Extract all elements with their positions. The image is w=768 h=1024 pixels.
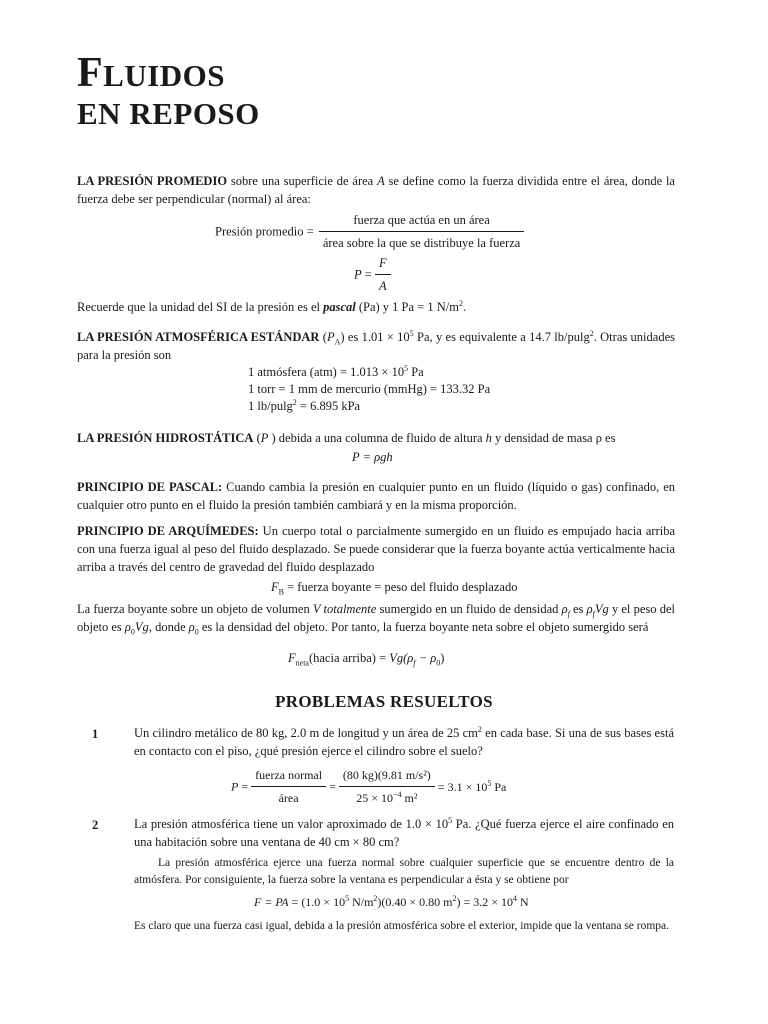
equation-hidrostatica: P = ρgh [352, 450, 393, 464]
problem-2-statement: La presión atmosférica tiene un valor aproximado de $1.0 \times 10^5$ Pa. ¿Qué fuerza ejerce el aire confinado en una habitación sobre una ventana de 40 cm × 80 cm? [134, 815, 674, 849]
equation-problem-2: F = PA = ($1.0 \times 10^5$ $N/m^2)(0.40 \times 0.80$ $m^2) = 3.2 \times 10^4$ N [254, 894, 529, 909]
section-heading-problemas: PROBLEMAS RESUELTOS [275, 692, 493, 711]
problem-number-1: 1 [92, 727, 99, 741]
problem-2-solution-conclusion: Es claro que una fuerza casi igual, debida a la presión atmosférica sobre el exterior, impide que la ventana se rompa. [134, 920, 670, 932]
chapter-title-line2: EN REPOSO [77, 96, 260, 131]
equation-presion-promedio: Presión promedio = $\frac{\text{fuerza que actúa en un área}}{\text{área sobre la que se distribuye la fuerza}}$ [215, 211, 524, 252]
problem-1-statement: Un cilindro metálico de 80 kg, 2.0 m de longitud y un área de 25 $cm^2$ en cada base. Si una de sus bases está en contacto con el piso, ¿qué presión ejerce el cilindro sobre el suelo? [134, 724, 674, 758]
equation-fuerza-boyante: $F_B$ = fuerza boyante = peso del fluido desplazado [271, 580, 518, 597]
paragraph-presion-promedio: LA PRESIÓN PROMEDIO sobre una superficie de área A se define como la fuerza dividida entre el área, donde la fuerza debe ser perpendicular (normal) al área: [77, 174, 675, 206]
problem-2-solution-intro: La presión atmosférica ejerce una fuerza normal sobre cualquier superficie que se encuentre dentro de la atmósfera. Por consiguiente, la fuerza sobre la ventana es perpendicular a ésta y se obtiene por [134, 857, 674, 886]
list-item: 1 torr = 1 mm de mercurio (mmHg) = 133.32 Pa [248, 382, 491, 396]
paragraph-principio-pascal: PRINCIPIO DE PASCAL: Cuando cambia la presión en cualquier punto en un fluido (líquido o gas) confinado, en cualquier otro punto en el fluido la presión también cambiará y en la misma proporción. [77, 480, 675, 512]
equation-problem-1: P = $\frac{\text{fuerza normal}}{\text{área}}$ = $\frac{\text{(80 kg)(9.81 m/s²)}}{25 \times 10^{-4} m^2}$ = $3.1 \times 10^5$ Pa [231, 768, 507, 805]
paragraph-fuerza-boyante-neta: La fuerza boyante sobre un objeto de volumen V totalmente sumergido en un fluido de densidad $\rho_f$ es $\rho_fVg$ y el peso del objeto es $\rho_0Vg$, donde $\rho_0$ es la densidad del objeto. Por tanto, la fuerza boyante neta sobre el objeto sumergido será [77, 602, 675, 637]
chapter-title-line1: FLUIDOS [77, 50, 226, 96]
equation-fuerza-neta: $F_{neta}(hacia$ arriba) = $Vg(\rho_f - \rho_0)$ [288, 651, 445, 668]
equation-p-f-a: P = $\frac{F}{A}$ [354, 254, 391, 295]
problem-number-2: 2 [92, 818, 99, 832]
paragraph-unidad-pascal: Recuerde que la unidad del SI de la presión es el pascal (Pa) y 1 Pa = 1 $N/m^2$. [77, 298, 467, 314]
list-item: 1 atmósfera $(atm) = 1.013 \times 10^5$ Pa [248, 363, 424, 379]
paragraph-principio-arquimedes: PRINCIPIO DE ARQUÍMEDES: Un cuerpo total o parcialmente sumergido en un fluido es empujado hacia arriba con una fuerza igual al peso del fluido desplazado. Se puede considerar que la fuerza boyante actúa verticalmente hacia arriba a través del centro de gravedad del fluido desplazado [77, 524, 675, 574]
pressure-units-list [248, 364, 490, 415]
list-item: 1 lb/pulg$^2$ = 6.895 kPa [248, 397, 361, 413]
paragraph-presion-hidrostatica: LA PRESIÓN HIDROSTÁTICA (P ) debida a una columna de fluido de altura h y densidad de masa ρ es [77, 431, 616, 445]
paragraph-presion-atmosferica: LA PRESIÓN ATMOSFÉRICA ESTÁNDAR $(P_A)$ es $1.01 \times 10^5$ Pa, y es equivalente a 14.7 lb/pulg$^2$. Otras unidades para la presión son [77, 328, 675, 362]
